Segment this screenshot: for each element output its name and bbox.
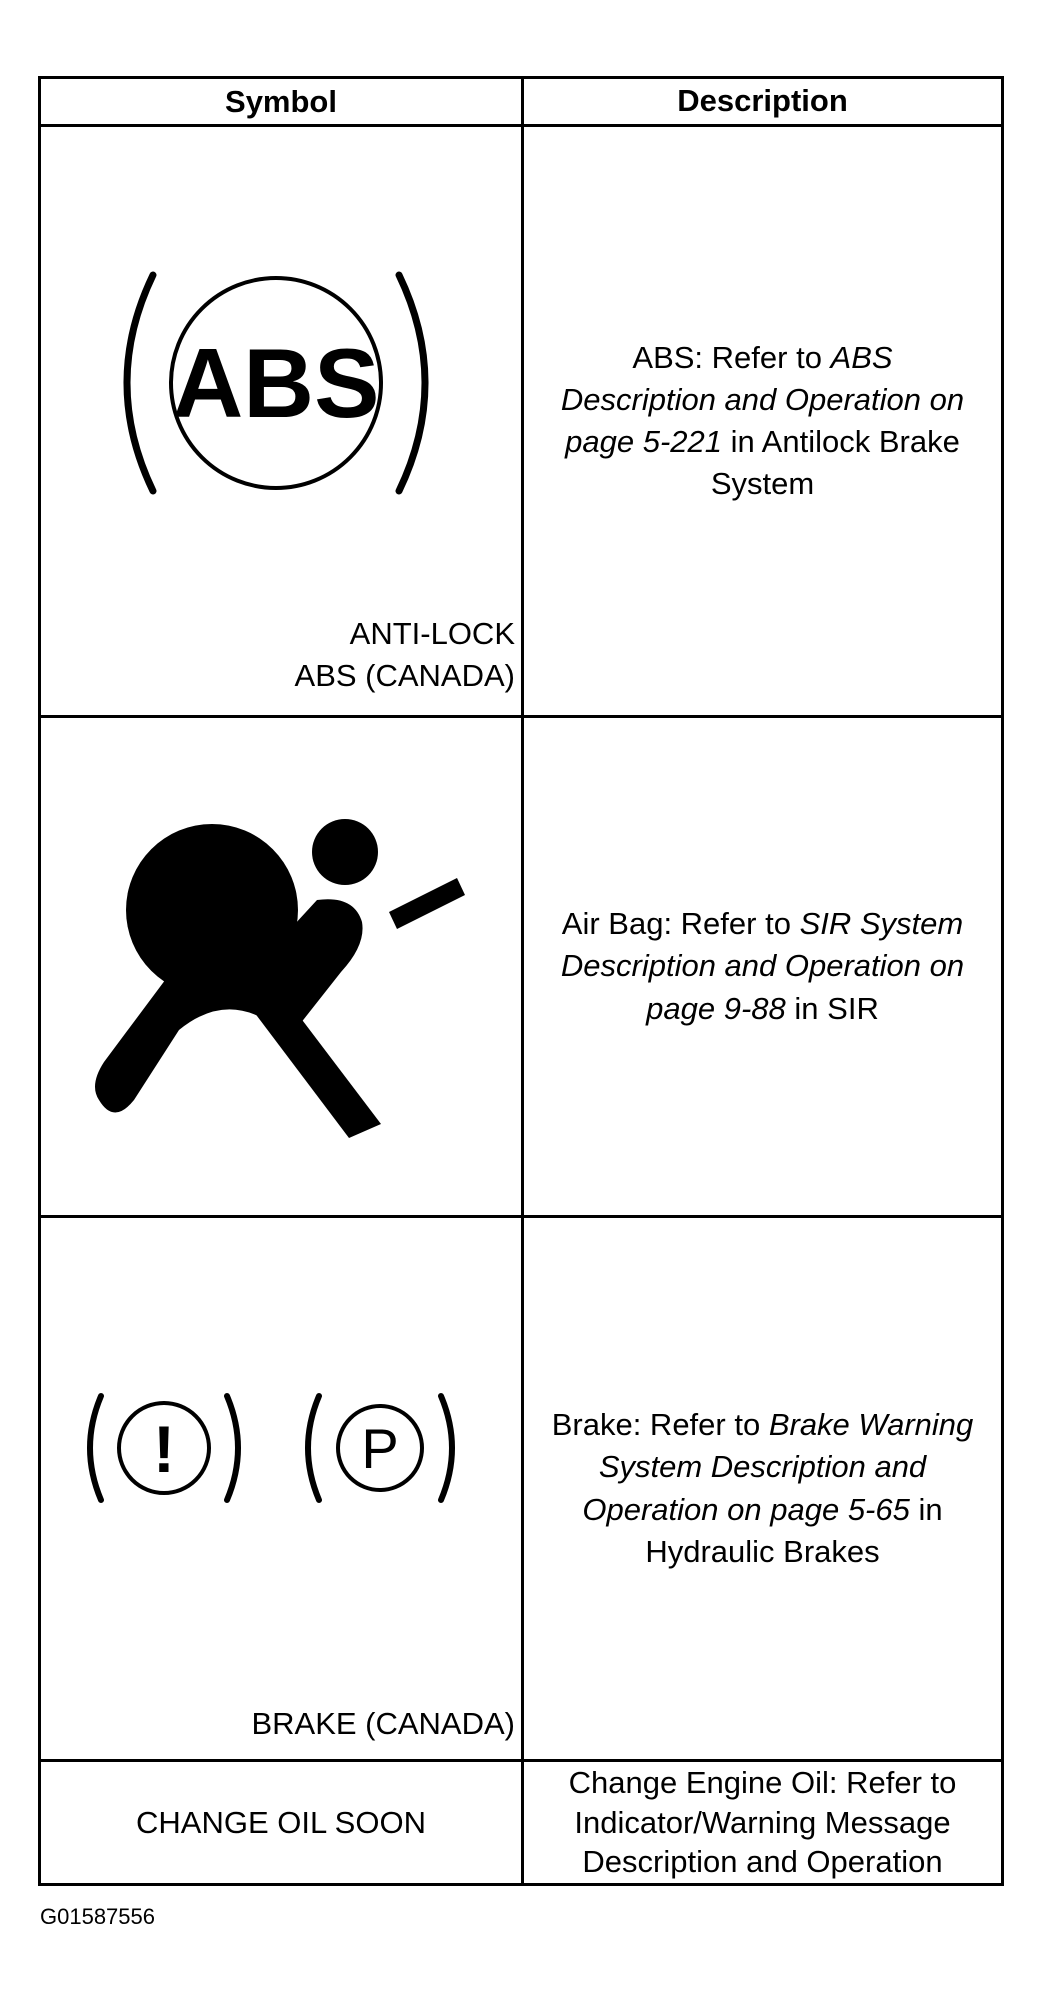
desc-plain-2: in Antilock Brake System <box>710 424 960 502</box>
symbol-text: CHANGE OIL SOON <box>136 1804 426 1840</box>
description-cell <box>524 1218 1001 1759</box>
symbol-caption-line-2: ABS (CANADA) <box>294 657 515 693</box>
desc-plain-1: Air Bag: Refer to <box>561 906 800 942</box>
parking-p-icon-text: P <box>361 1417 399 1480</box>
symbol-caption <box>295 613 515 697</box>
desc-plain-2: in Hydraulic Brakes <box>645 1491 943 1569</box>
table-header-row <box>41 79 1001 127</box>
abs-icon-text: ABS <box>172 328 380 438</box>
abs-warning-icon <box>111 253 441 513</box>
description-text: Change Engine Oil: Refer to Indicator/Warning Message Description and Operation <box>568 1764 957 1880</box>
symbol-caption-line-1: BRAKE (CANADA) <box>251 1706 515 1741</box>
desc-italic-ref: ABS Description and Operation on page 5-221 <box>560 339 965 459</box>
table-row-change-oil <box>41 1762 1001 1883</box>
symbol-cell <box>41 127 524 715</box>
airbag-warning-icon <box>79 800 499 1140</box>
description-text <box>558 903 968 1029</box>
brake-warning-icon <box>79 1378 499 1518</box>
desc-italic-ref: SIR System Description and Operation on page 9-88 <box>560 906 965 1026</box>
exclamation-icon-text: ! <box>153 1412 175 1486</box>
description-cell <box>524 127 1001 715</box>
symbol-cell <box>41 718 524 1215</box>
desc-italic-ref: Brake Warning System Description and Operation on page 5-65 <box>582 1407 974 1527</box>
table-row-brake <box>41 1218 1001 1762</box>
description-text <box>558 337 968 506</box>
symbol-caption-line-1: ANTI-LOCK <box>349 616 515 651</box>
description-cell <box>524 1762 1001 1883</box>
desc-plain-2: in SIR <box>785 990 879 1026</box>
description-cell <box>524 718 1001 1215</box>
table-row-airbag <box>41 718 1001 1218</box>
header-description: Description <box>677 83 848 119</box>
indicator-symbol-table <box>38 76 1004 1886</box>
table-row-abs <box>41 127 1001 718</box>
symbol-cell <box>41 1762 524 1883</box>
desc-plain-1: Brake: Refer to <box>551 1407 769 1443</box>
symbol-caption <box>251 1703 515 1745</box>
desc-plain-1: ABS: Refer to <box>632 339 831 375</box>
symbol-cell <box>41 1218 524 1759</box>
description-text <box>530 1404 995 1573</box>
header-symbol: Symbol <box>41 79 524 124</box>
figure-id: G01587556 <box>40 1904 155 1929</box>
